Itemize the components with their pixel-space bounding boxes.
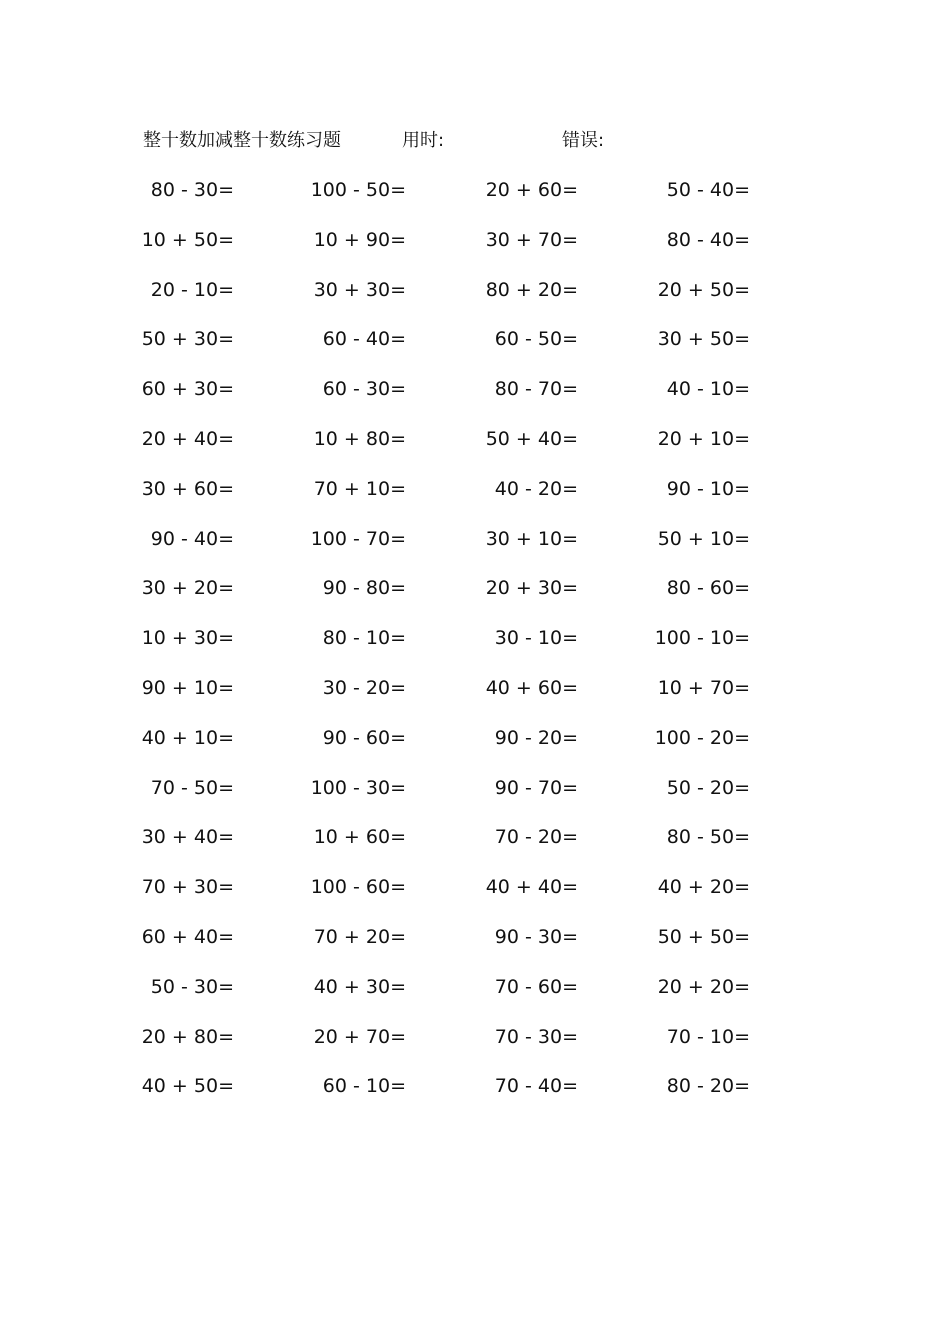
problem-item: 70 - 20= bbox=[494, 826, 578, 848]
problem-item: 60 - 30= bbox=[322, 378, 406, 400]
problem-item: 90 - 80= bbox=[322, 577, 406, 599]
problem-item: 30 - 10= bbox=[494, 627, 578, 649]
problem-item: 100 - 10= bbox=[654, 627, 750, 649]
problem-item: 70 + 10= bbox=[313, 478, 406, 500]
time-used-label: 用时: bbox=[402, 130, 445, 151]
problem-item: 30 + 50= bbox=[657, 328, 750, 350]
problem-item: 50 + 30= bbox=[141, 328, 234, 350]
problem-item: 20 + 30= bbox=[485, 577, 578, 599]
problem-item: 80 - 30= bbox=[150, 179, 234, 201]
problem-item: 40 - 10= bbox=[666, 378, 750, 400]
problem-item: 90 - 10= bbox=[666, 478, 750, 500]
problem-item: 10 + 70= bbox=[657, 677, 750, 699]
problem-item: 70 - 10= bbox=[666, 1026, 750, 1048]
problem-item: 30 - 20= bbox=[322, 677, 406, 699]
problem-item: 50 + 40= bbox=[485, 428, 578, 450]
errors-label: 错误: bbox=[562, 130, 605, 151]
problem-item: 30 + 60= bbox=[141, 478, 234, 500]
problem-item: 60 - 10= bbox=[322, 1075, 406, 1097]
problem-item: 70 - 40= bbox=[494, 1075, 578, 1097]
problem-item: 100 - 50= bbox=[310, 179, 406, 201]
problem-item: 20 - 10= bbox=[150, 279, 234, 301]
problem-item: 90 - 20= bbox=[494, 727, 578, 749]
problem-item: 30 + 70= bbox=[485, 229, 578, 251]
problem-item: 100 - 60= bbox=[310, 876, 406, 898]
problem-item: 20 + 20= bbox=[657, 976, 750, 998]
problem-item: 80 - 70= bbox=[494, 378, 578, 400]
problem-item: 20 + 70= bbox=[313, 1026, 406, 1048]
problem-item: 30 + 10= bbox=[485, 528, 578, 550]
problem-item: 80 - 60= bbox=[666, 577, 750, 599]
problem-item: 60 + 30= bbox=[141, 378, 234, 400]
problem-item: 80 - 50= bbox=[666, 826, 750, 848]
problem-item: 20 + 40= bbox=[141, 428, 234, 450]
problem-item: 50 + 10= bbox=[657, 528, 750, 550]
problem-item: 30 + 20= bbox=[141, 577, 234, 599]
problem-item: 90 - 70= bbox=[494, 777, 578, 799]
problem-item: 90 + 10= bbox=[141, 677, 234, 699]
problem-item: 40 - 20= bbox=[494, 478, 578, 500]
problem-item: 70 + 20= bbox=[313, 926, 406, 948]
problem-item: 40 + 30= bbox=[313, 976, 406, 998]
problem-item: 50 - 30= bbox=[150, 976, 234, 998]
problem-item: 40 + 60= bbox=[485, 677, 578, 699]
problem-item: 40 + 10= bbox=[141, 727, 234, 749]
problem-item: 10 + 50= bbox=[141, 229, 234, 251]
problem-item: 50 - 20= bbox=[666, 777, 750, 799]
problem-item: 10 + 90= bbox=[313, 229, 406, 251]
problem-item: 80 + 20= bbox=[485, 279, 578, 301]
problem-item: 90 - 30= bbox=[494, 926, 578, 948]
problem-item: 100 - 20= bbox=[654, 727, 750, 749]
problem-item: 30 + 30= bbox=[313, 279, 406, 301]
problem-item: 10 + 60= bbox=[313, 826, 406, 848]
problem-item: 40 + 20= bbox=[657, 876, 750, 898]
problem-item: 100 - 30= bbox=[310, 777, 406, 799]
problem-item: 10 + 80= bbox=[313, 428, 406, 450]
problem-item: 50 - 40= bbox=[666, 179, 750, 201]
problem-item: 80 - 40= bbox=[666, 229, 750, 251]
problem-item: 70 + 30= bbox=[141, 876, 234, 898]
worksheet-title: 整十数加减整十数练习题 bbox=[143, 130, 341, 151]
problem-item: 100 - 70= bbox=[310, 528, 406, 550]
problem-item: 20 + 50= bbox=[657, 279, 750, 301]
problem-item: 60 - 40= bbox=[322, 328, 406, 350]
problem-item: 40 + 40= bbox=[485, 876, 578, 898]
problem-item: 50 + 50= bbox=[657, 926, 750, 948]
problem-item: 60 + 40= bbox=[141, 926, 234, 948]
problem-item: 80 - 20= bbox=[666, 1075, 750, 1097]
problem-item: 30 + 40= bbox=[141, 826, 234, 848]
problem-item: 80 - 10= bbox=[322, 627, 406, 649]
problem-item: 70 - 50= bbox=[150, 777, 234, 799]
problem-item: 70 - 60= bbox=[494, 976, 578, 998]
problem-item: 90 - 60= bbox=[322, 727, 406, 749]
problem-item: 70 - 30= bbox=[494, 1026, 578, 1048]
problem-item: 20 + 10= bbox=[657, 428, 750, 450]
problem-item: 40 + 50= bbox=[141, 1075, 234, 1097]
problem-item: 90 - 40= bbox=[150, 528, 234, 550]
problem-item: 10 + 30= bbox=[141, 627, 234, 649]
problem-item: 20 + 60= bbox=[485, 179, 578, 201]
problem-item: 20 + 80= bbox=[141, 1026, 234, 1048]
problem-item: 60 - 50= bbox=[494, 328, 578, 350]
